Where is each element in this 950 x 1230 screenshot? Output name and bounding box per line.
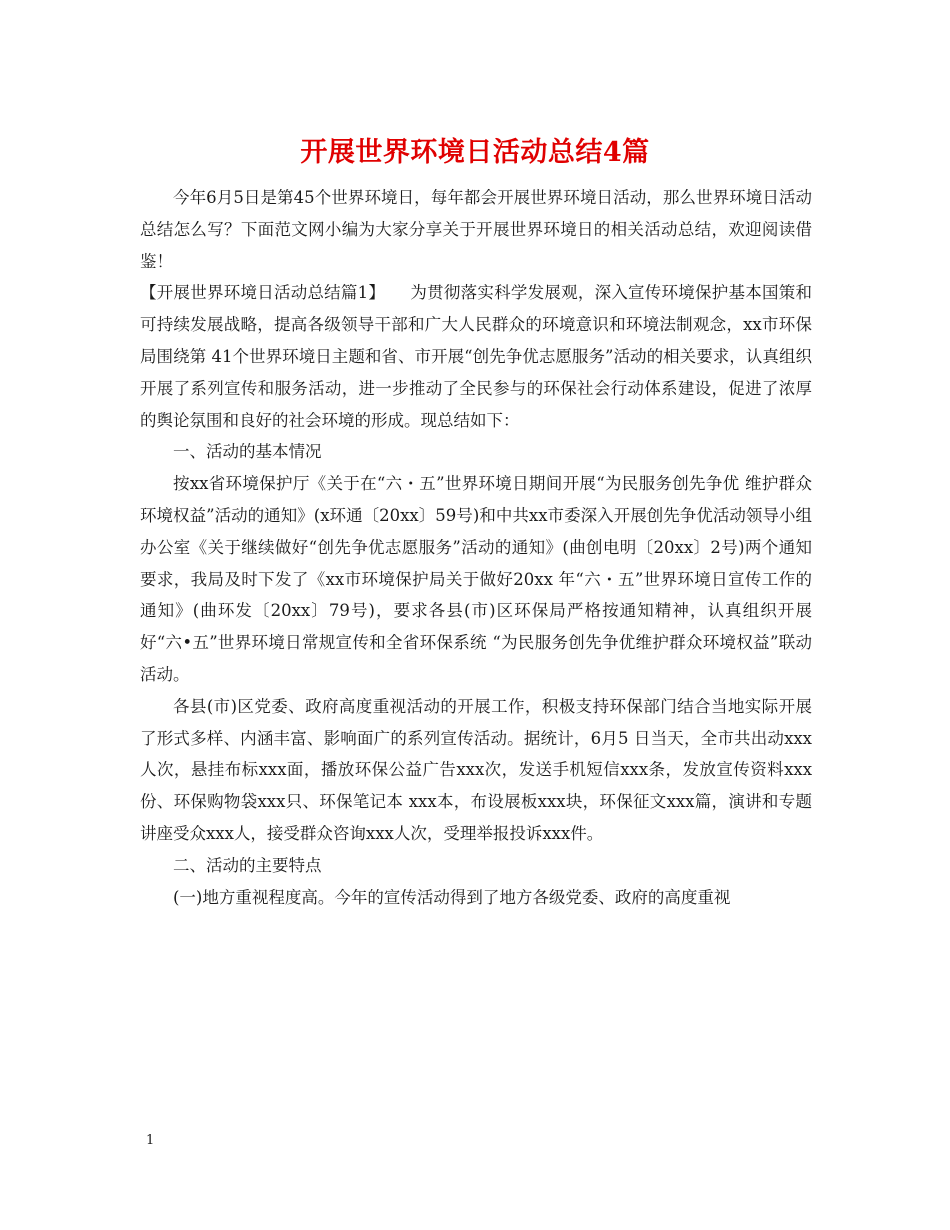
section-paragraph: 【开展世界环境日活动总结篇1】 为贯彻落实科学发展观，深入宣传环境保护基本国策和可持续发展战略，提高各级领导干部和广大人民群众的环境意识和环境法制观念，xx市环保局围绕第 41个世界环境日主题和省、市开展“创先争优志愿服务”活动的相关要求，认真组织开展了系列宣传和服务活动，进一步推动了全民参与的环保社会行动体系建设，促进了浓厚的舆论氛围和良好的社会环境的形成。现总结如下： bbox=[140, 283, 812, 430]
feature-paragraph: (一)地方重视程度高。今年的宣传活动得到了地方各级党委、政府的高度重视 bbox=[173, 887, 731, 907]
statistics-paragraph: 各县(市)区党委、政府高度重视活动的开展工作，积极支持环保部门结合当地实际开展了形式多样、内涵丰富、影响面广的系列宣传活动。据统计，6月5 日当天，全市共出动xxx人次，悬挂布标xxx面，播放环保公益广告xxx次，发送手机短信xxx条，发放宣传资料xxx份、环保购物袋xxx只、环保笔记本 xxx本，布设展板xxx块，环保征文xxx篇，演讲和专题讲座受众xxx人，接受群众咨询xxx人次，受理举报投诉xxx件。 bbox=[140, 696, 812, 843]
document-body bbox=[140, 182, 812, 913]
heading-basic-situation: 一、活动的基本情况 bbox=[173, 442, 322, 462]
heading-main-features: 二、活动的主要特点 bbox=[173, 855, 322, 875]
notice-paragraph: 按xx省环境保护厅《关于在“六・五”世界环境日期间开展“为民服务创先争优 维护群众环境权益”活动的通知》(x环通〔20xx〕59号)和中共xx市委深入开展创先争优活动领导小组办公室《关于继续做好“创先争优志愿服务”活动的通知》(曲创电明〔20xx〕2号)两个通知要求，我局及时下发了《xx市环境保护局关于做好20xx 年“六・五”世界环境日宣传工作的通知》(曲环发〔20xx〕79号)，要求各县(市)区环保局严格按通知精神，认真组织开展好“六•五”世界环境日常规宣传和全省环保系统 “为民服务创先争优维护群众环境权益”联动活动。 bbox=[140, 474, 812, 684]
document-title: 开展世界环境日活动总结4篇 bbox=[300, 137, 650, 168]
page-number: 1 bbox=[146, 1133, 155, 1148]
intro-paragraph: 今年6月5日是第45个世界环境日，每年都会开展世界环境日活动，那么世界环境日活动总结怎么写？下面范文网小编为大家分享关于开展世界环境日的相关活动总结，欢迎阅读借鉴！ bbox=[140, 188, 812, 271]
